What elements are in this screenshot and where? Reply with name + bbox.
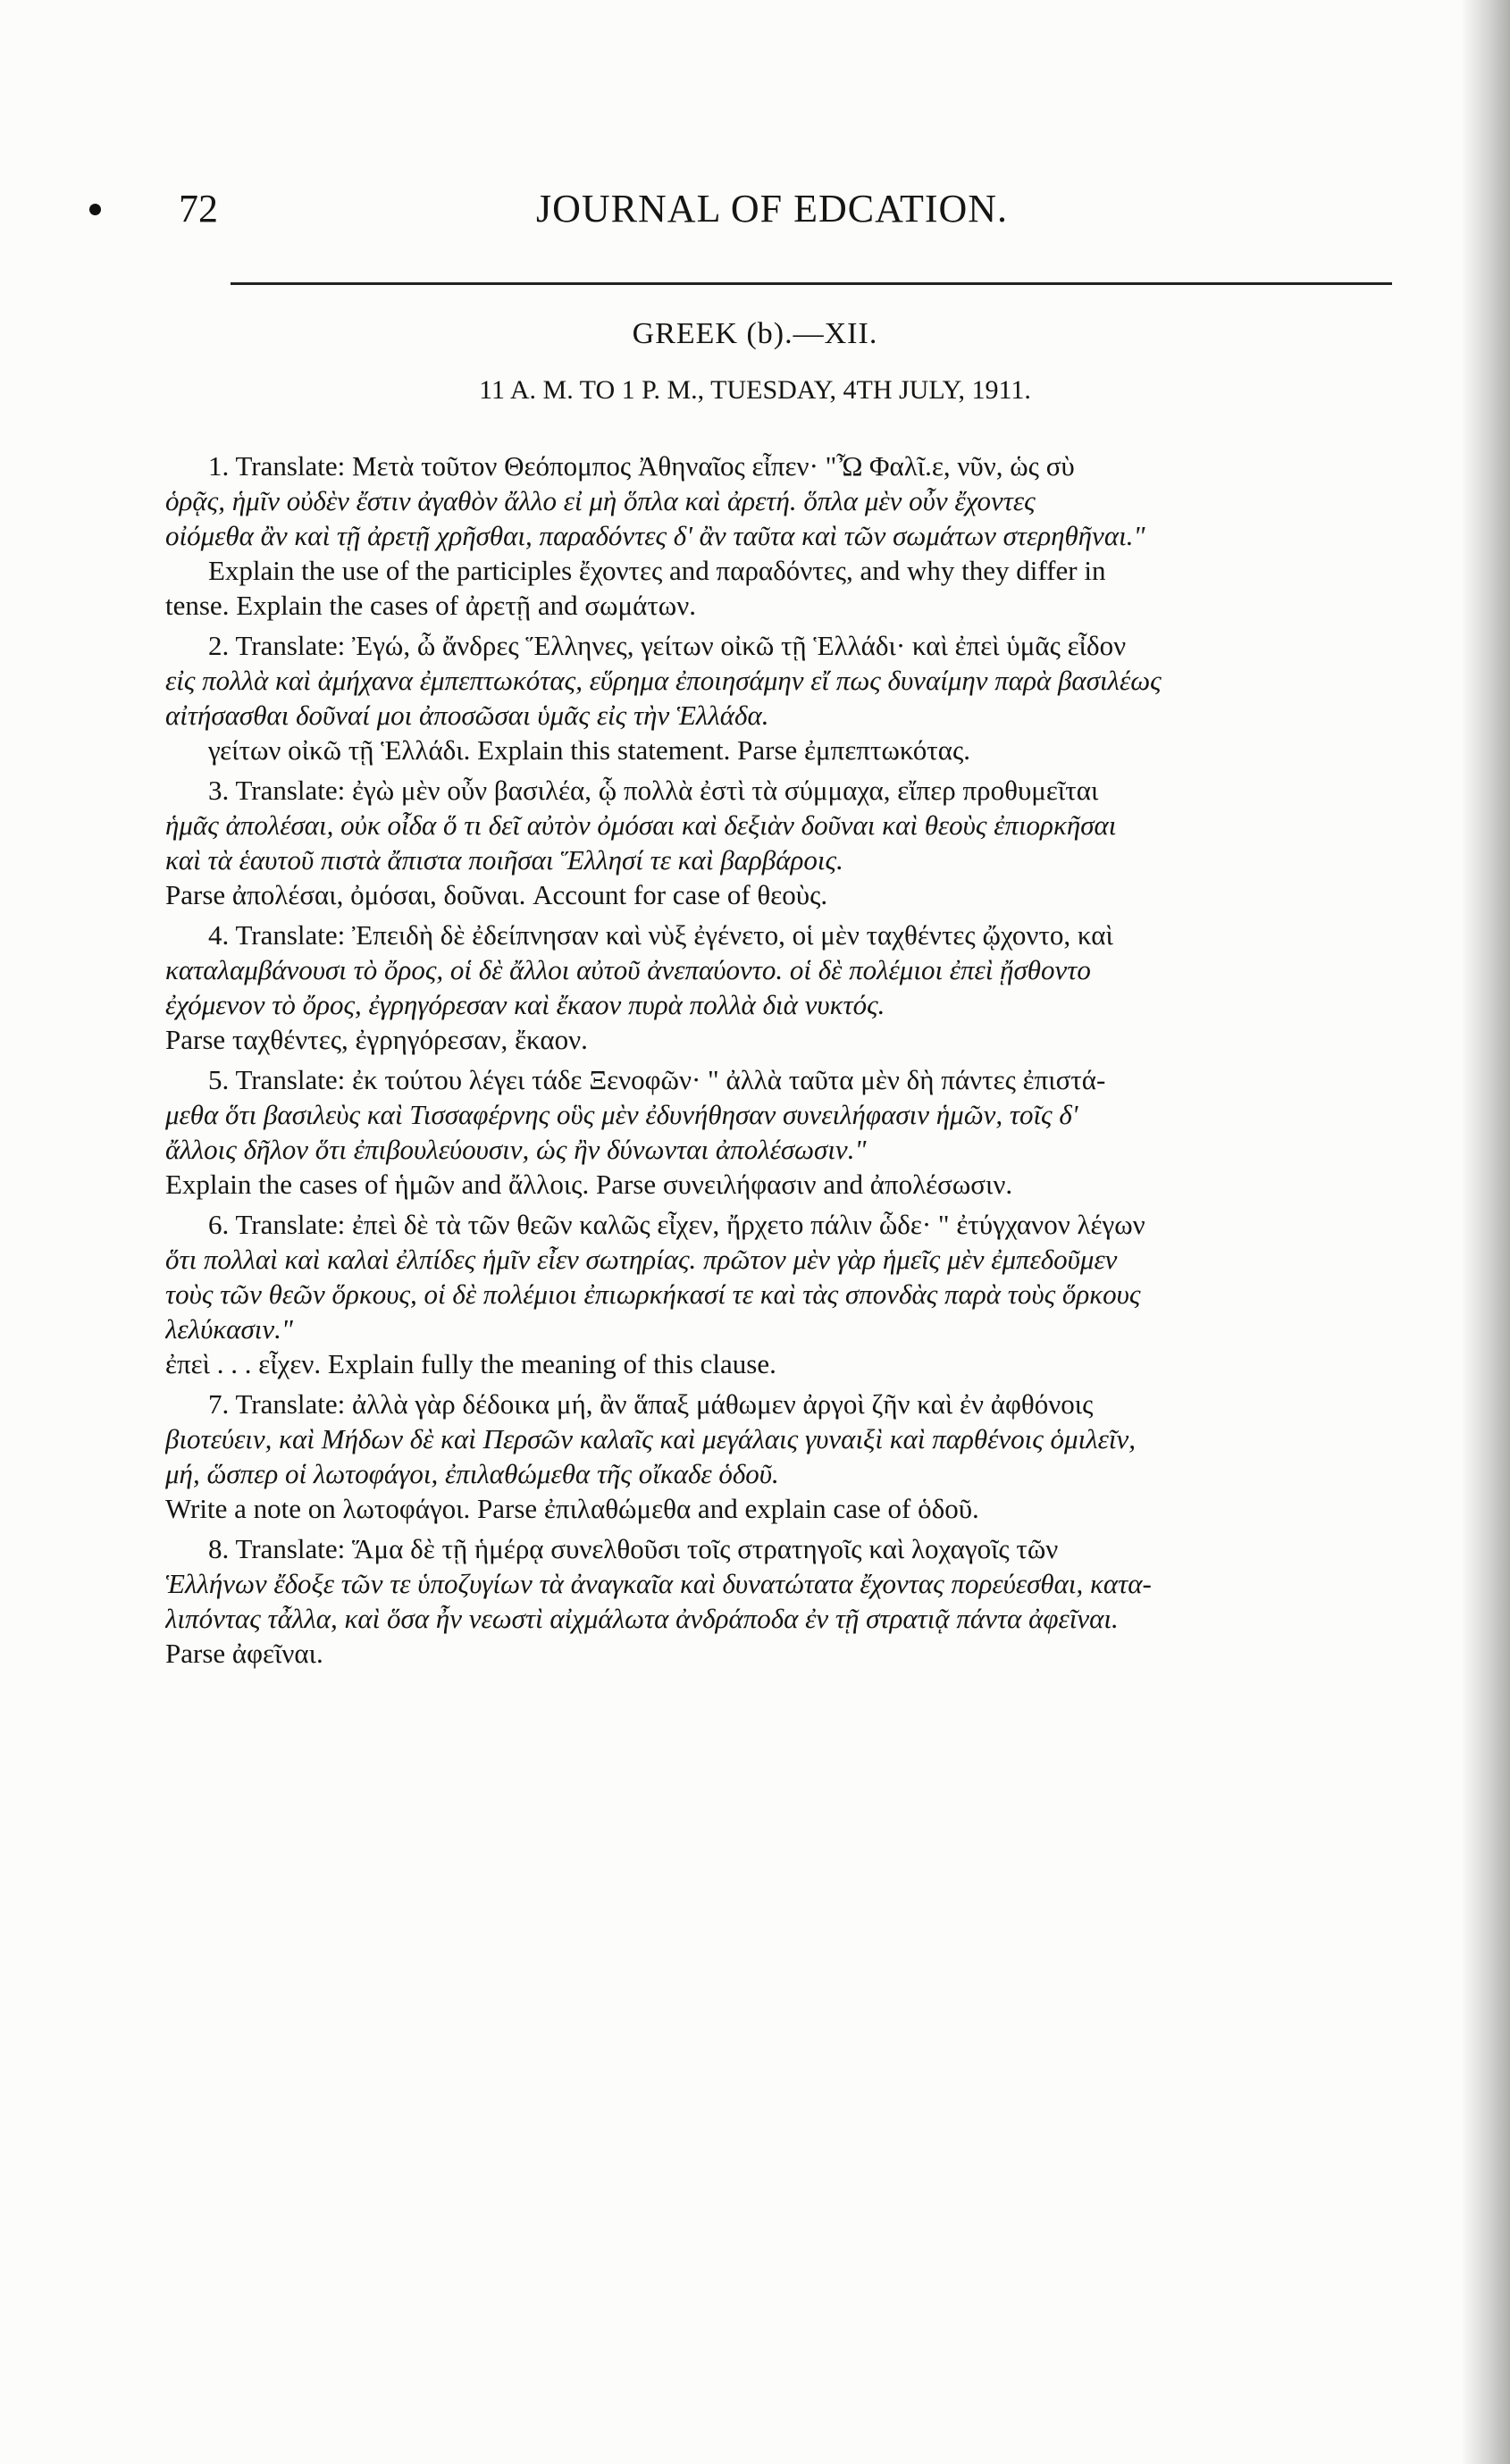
question-line: 6. Translate: ἐπεὶ δὲ τὰ τῶν θεῶν καλῶς εἶχεν, ἤρχετο πάλιν ὧδε· " ἐτύγχανον λέγων [208,1209,1145,1240]
question-3 [165,773,1394,912]
question-line: tense. Explain the cases of ἀρετῇ and σωμάτων. [165,590,696,621]
question-5 [165,1062,1394,1202]
question-2 [165,628,1394,767]
question-line: ὁρᾷς, ἡμῖν οὐδὲν ἔστιν ἀγαθὸν ἄλλο εἰ μὴ ὅπλα καὶ ἀρετή. ὅπλα μὲν οὖν ἔχοντες [165,485,1036,516]
question-list [165,448,1394,1676]
page-edge-shadow [1461,0,1510,2464]
margin-mark [89,204,101,215]
question-line: εἰς πολλὰ καὶ ἀμήχανα ἐμπεπτωκότας, εὕρημα ἐποιησάμην εἴ πως δυναίμην παρὰ βασιλέως [165,665,1162,696]
question-line: λιπόντας τἆλλα, καὶ ὅσα ἦν νεωστὶ αἰχμάλωτα ἀνδράποδα ἐν τῇ στρατιᾷ πάντα ἀφεῖναι. [165,1603,1119,1634]
exam-date-line: 11 A. M. TO 1 P. M., TUESDAY, 4TH JULY, 1911. [479,375,1031,405]
question-line: Explain the use of the participles ἔχοντες and παραδόντες, and why they differ in [208,555,1106,586]
question-line: αἰτήσασθαι δοῦναί μοι ἀποσῶσαι ὑμᾶς εἰς τὴν Ἑλλάδα. [165,700,769,731]
question-8 [165,1531,1394,1671]
question-line: ἐπεὶ . . . εἶχεν. Explain fully the meaning of this clause. [165,1348,776,1379]
question-line: μή, ὥσπερ οἱ λωτοφάγοι, ἐπιλαθώμεθα τῆς οἴκαδε ὁδοῦ. [165,1458,779,1489]
question-line: Parse ταχθέντες, ἐγρηγόρεσαν, ἔκαον. [165,1024,588,1055]
header-rule [231,282,1392,285]
question-line: Ἑλλήνων ἔδοξε τῶν τε ὑποζυγίων τὰ ἀναγκαῖα καὶ δυνατώτατα ἔχοντας πορεύεσθαι, κατα- [165,1568,1152,1599]
question-line: 2. Translate: Ἐγώ, ὦ ἄνδρες Ἕλληνες, γείτων οἰκῶ τῇ Ἑλλάδι· καὶ ἐπεὶ ὑμᾶς εἶδον [208,630,1127,661]
question-line: ἐχόμενον τὸ ὄρος, ἐγρηγόρεσαν καὶ ἔκαον πυρὰ πολλὰ διὰ νυκτός. [165,989,885,1020]
question-line: 1. Translate: Μετὰ τοῦτον Θεόπομπος Ἀθηναῖος εἶπεν· "Ὦ Φαλῖ.ε, νῦν, ὡς σὺ [208,450,1075,482]
question-line: Parse ἀπολέσαι, ὀμόσαι, δοῦναι. Account for case of θεοὺς. [165,879,828,910]
section-title: GREEK (b).—XII. [632,317,878,350]
question-line: λελύκασιν." [165,1313,293,1345]
question-line: ἡμᾶς ἀπολέσαι, οὐκ οἶδα ὅ τι δεῖ αὐτὸν ὀμόσαι καὶ δεξιὰν δοῦναι καὶ θεοὺς ἐπιορκῆσαι [165,809,1117,841]
question-line: γείτων οἰκῶ τῇ Ἑλλάδι. Explain this statement. Parse ἐμπεπτωκότας. [208,734,971,766]
question-line: Explain the cases of ἡμῶν and ἄλλοις. Parse συνειλήφασιν and ἀπολέσωσιν. [165,1169,1013,1200]
question-line: ὅτι πολλαὶ καὶ καλαὶ ἐλπίδες ἡμῖν εἶεν σωτηρίας. πρῶτον μὲν γὰρ ἡμεῖς μὲν ἐμπεδοῦμεν [165,1244,1118,1275]
question-line: 4. Translate: Ἐπειδὴ δὲ ἐδείπνησαν καὶ νὺξ ἐγένετο, οἱ μὲν ταχθέντες ᾤχοντο, καὶ [208,919,1113,951]
question-line: μεθα ὅτι βασιλεὺς καὶ Τισσαφέρνης οὓς μὲν ἐδυνήθησαν συνειλήφασιν ἡμῶν, τοῖς δ' [165,1099,1078,1130]
running-title: JOURNAL OF EDCATION. [536,187,1009,230]
question-line: βιοτεύειν, καὶ Μήδων δὲ καὶ Περσῶν καλαῖς καὶ μεγάλαις γυναιξὶ καὶ παρθένοις ὁμιλεῖν, [165,1423,1136,1454]
question-line: ἄλλοις δῆλον ὅτι ἐπιβουλεύουσιν, ὡς ἢν δύνωνται ἀπολέσωσιν." [165,1134,867,1165]
question-4 [165,918,1394,1057]
question-line: 5. Translate: ἐκ τούτου λέγει τάδε Ξενοφῶν· " ἀλλὰ ταῦτα μὲν δὴ πάντες ἐπιστά- [208,1064,1106,1095]
question-line: Write a note on λωτοφάγοι. Parse ἐπιλαθώμεθα and explain case of ὁδοῦ. [165,1493,979,1524]
question-line: οἰόμεθα ἂν καὶ τῇ ἀρετῇ χρῆσθαι, παραδόντες δ' ἂν ταῦτα καὶ τῶν σωμάτων στερηθῆναι." [165,520,1145,551]
question-line: καταλαμβάνουσι τὸ ὄρος, οἱ δὲ ἄλλοι αὐτοῦ ἀνεπαύοντο. οἱ δὲ πολέμιοι ἐπεὶ ᾔσθοντο [165,954,1091,985]
question-line: τοὺς τῶν θεῶν ὅρκους, οἱ δὲ πολέμιοι ἐπιωρκήκασί τε καὶ τὰς σπονδὰς παρὰ τοὺς ὅρκους [165,1278,1141,1310]
question-line: 8. Translate: Ἅμα δὲ τῇ ἡμέρᾳ συνελθοῦσι τοῖς στρατηγοῖς καὶ λοχαγοῖς τῶν [208,1533,1059,1564]
question-line: 3. Translate: ἐγὼ μὲν οὖν βασιλέα, ᾧ πολλὰ ἐστὶ τὰ σύμμαχα, εἴπερ προθυμεῖται [208,775,1099,806]
page-number: 72 [179,187,218,230]
question-6 [165,1207,1394,1381]
question-line: καὶ τὰ ἑαυτοῦ πιστὰ ἄπιστα ποιῆσαι Ἕλλησί τε καὶ βαρβάροις. [165,844,843,876]
question-7 [165,1387,1394,1526]
question-1 [165,448,1394,623]
question-line: 7. Translate: ἀλλὰ γὰρ δέδοικα μή, ἂν ἅπαξ μάθωμεν ἀργοὶ ζῆν καὶ ἐν ἀφθόνοις [208,1388,1094,1420]
question-line: Parse ἀφεῖναι. [165,1638,323,1669]
